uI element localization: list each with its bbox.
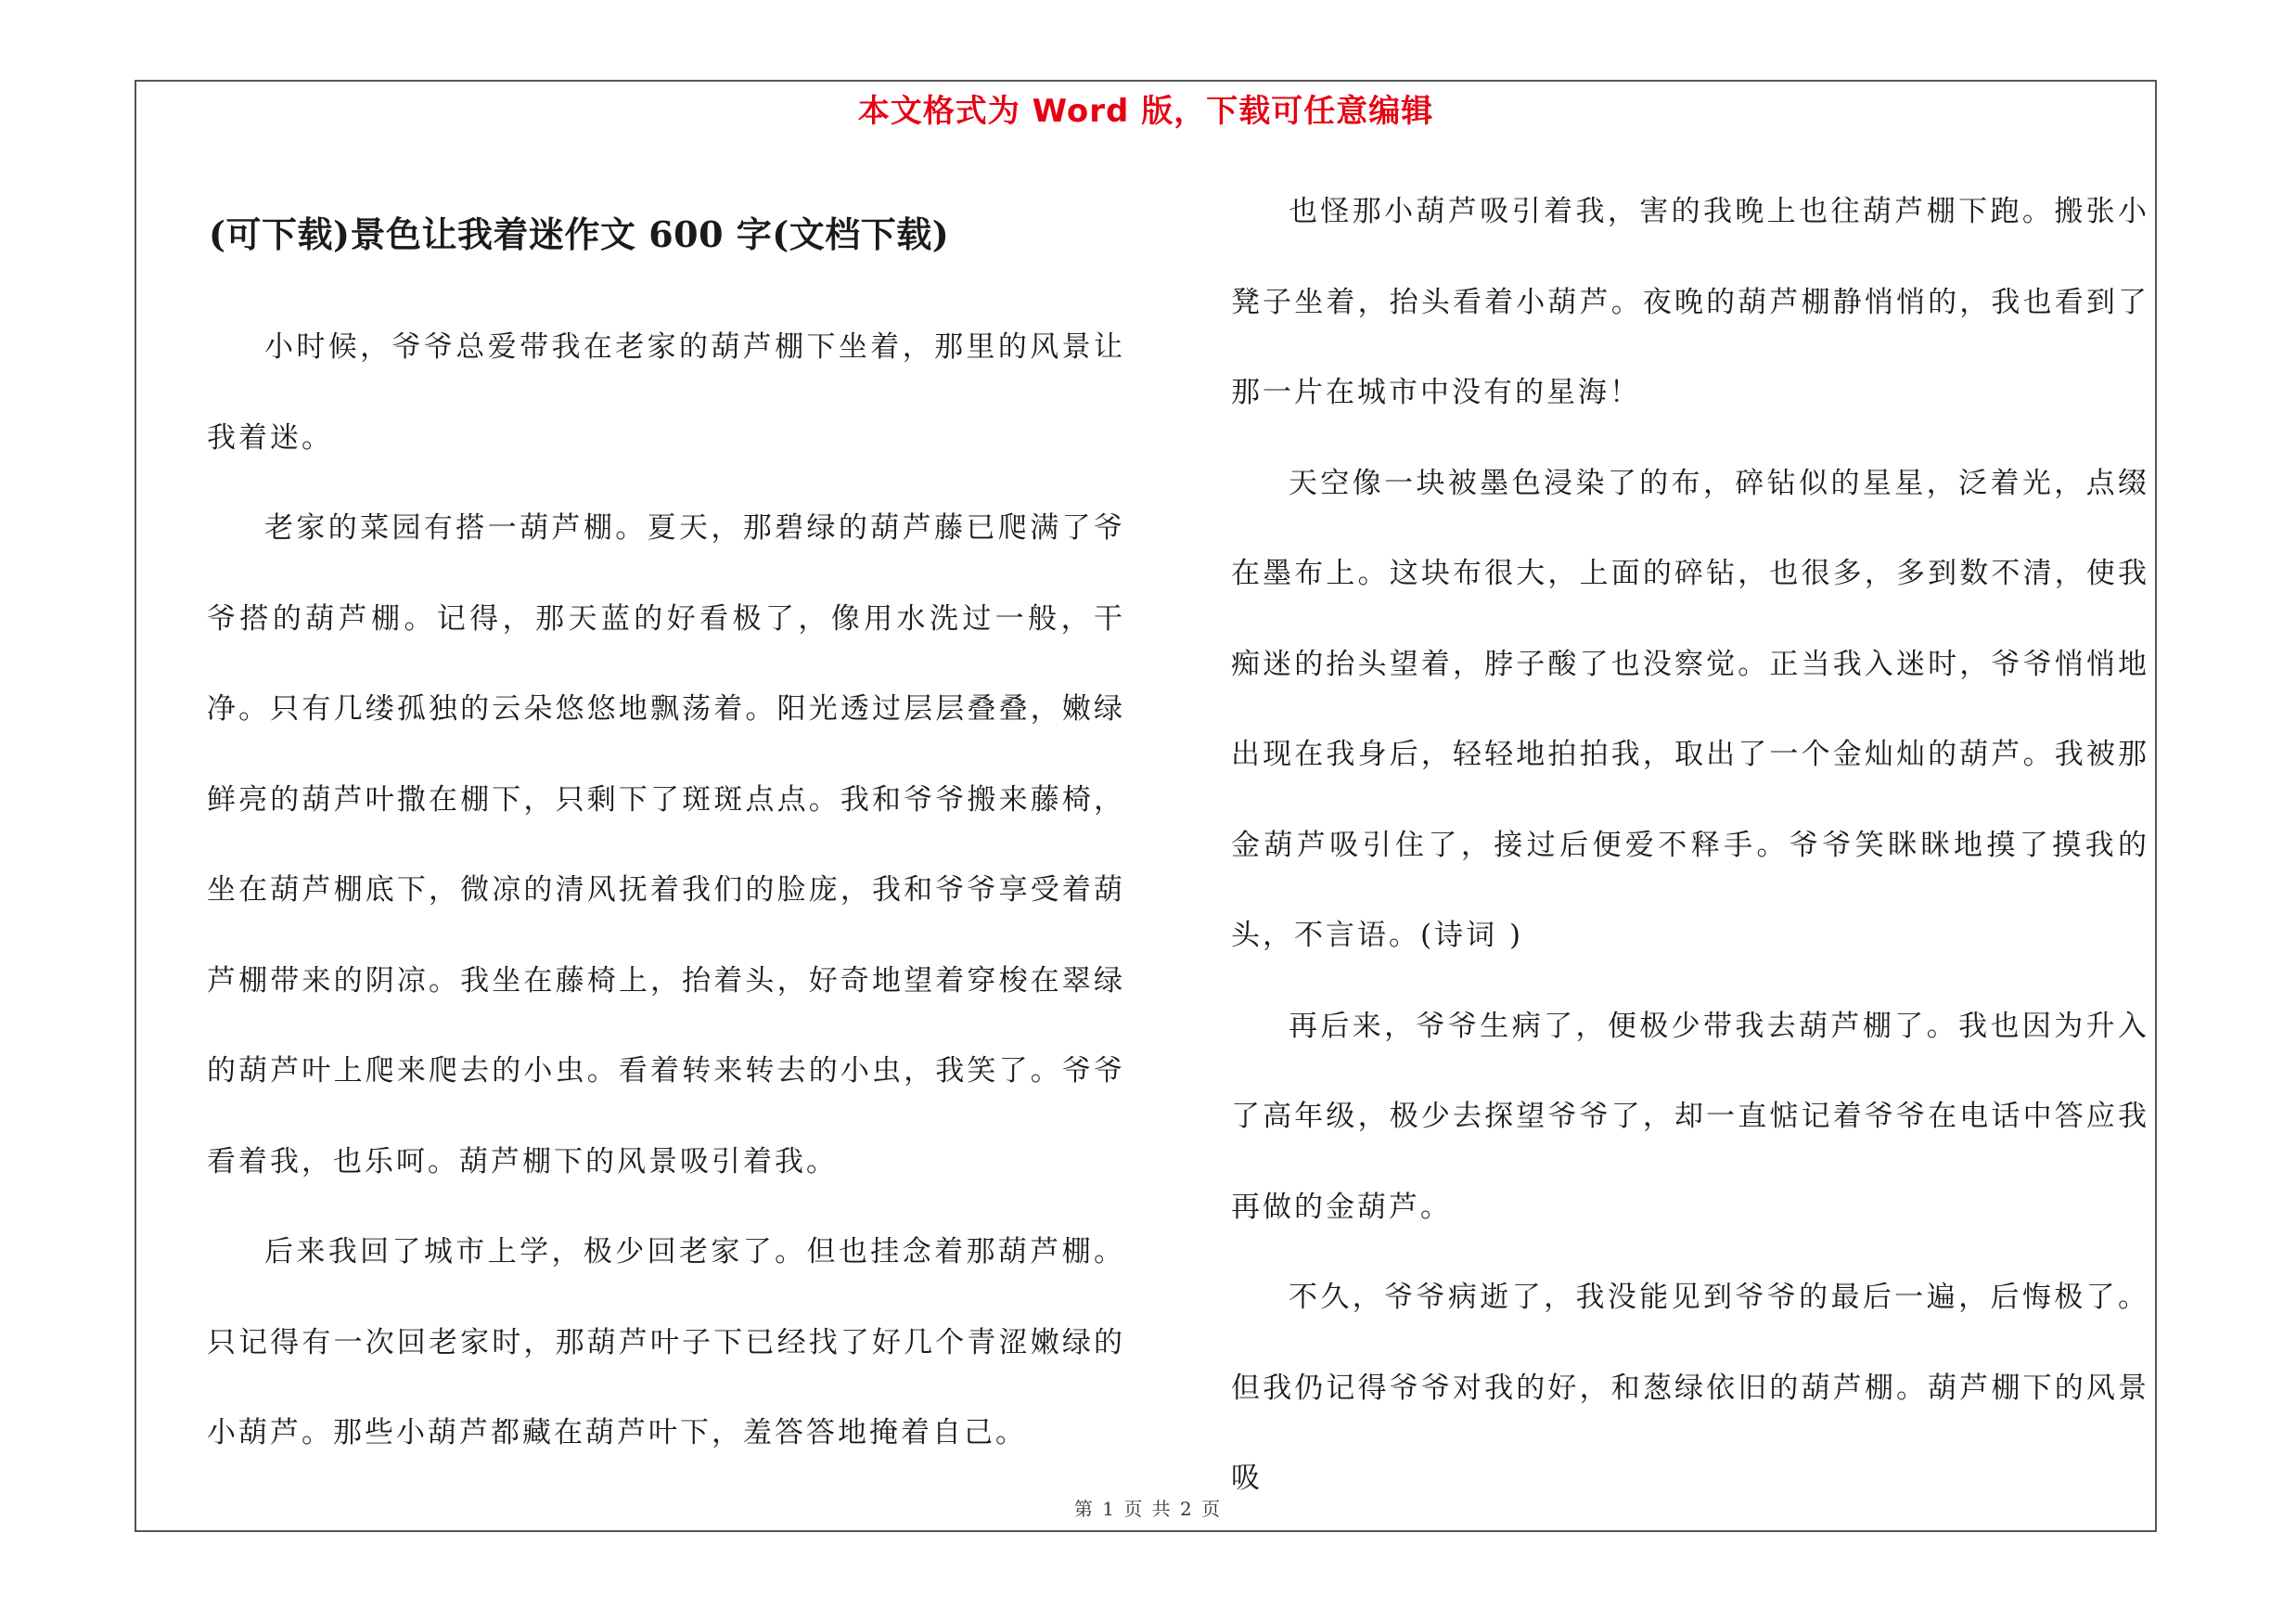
page-number-footer: 第 1 页 共 2 页: [1073, 1498, 1223, 1520]
paragraph: 不久，爷爷病逝了，我没能见到爷爷的最后一遍，后悔极了。但我仍记得爷爷对我的好，和葱绿依旧的葫芦棚。葫芦棚下的风景吸: [1231, 1281, 2149, 1495]
paragraph: 再后来，爷爷生病了，便极少带我去葫芦棚了。我也因为升入了高年级，极少去探望爷爷了，却一直惦记着爷爷在电话中答应我再做的金葫芦。: [1231, 1009, 2149, 1224]
paragraph: 也怪那小葫芦吸引着我，害的我晚上也往葫芦棚下跑。搬张小凳子坐着，抬头看着小葫芦。夜晚的葫芦棚静悄悄的，我也看到了那一片在城市中没有的星海！: [1231, 195, 2149, 409]
document-title: (可下载)景色让我着迷作文 600 字(文档下载): [209, 213, 950, 255]
paragraph: 老家的菜园有搭一葫芦棚。夏天，那碧绿的葫芦藤已爬满了爷爷搭的葫芦棚。记得，那天蓝的好看极了，像用水洗过一般，干净。只有几缕孤独的云朵悠悠地飘荡着。阳光透过层层叠叠，嫩绿鲜亮的葫芦叶撒在棚下，只剩下了斑斑点点。我和爷爷搬来藤椅，坐在葫芦棚底下，微凉的清风抚着我们的脸庞，我和爷爷享受着葫芦棚带来的阴凉。我坐在藤椅上，抬着头，好奇地望着穿梭在翠绿的葫芦叶上爬来爬去的小虫。看着转来转去的小虫，我笑了。爷爷看着我，也乐呵。葫芦棚下的风景吸引着我。: [207, 511, 1125, 1179]
editable-banner: 本文格式为 Word 版，下载可任意编辑: [857, 93, 1434, 130]
left-text-column: [207, 303, 1125, 1479]
paragraph: 天空像一块被墨色浸染了的布，碎钻似的星星，泛着光，点缀在墨布上。这块布很大，上面的碎钻，也很多，多到数不清，使我痴迷的抬头望着，脖子酸了也没察觉。正当我入迷时，爷爷悄悄地出现在我身后，轻轻地拍拍我，取出了一个金灿灿的葫芦。我被那金葫芦吸引住了，接过后便爱不释手。爷爷笑眯眯地摸了摸我的头，不言语。(诗词 ): [1231, 466, 2149, 952]
right-text-column: [1231, 167, 2149, 1525]
paragraph: 后来我回了城市上学，极少回老家了。但也挂念着那葫芦棚。只记得有一次回老家时，那葫芦叶子下已经找了好几个青涩嫩绿的小葫芦。那些小葫芦都藏在葫芦叶下，羞答答地掩着自己。: [207, 1235, 1125, 1449]
paragraph: 小时候，爷爷总爱带我在老家的葫芦棚下坐着，那里的风景让我着迷。: [207, 330, 1125, 455]
